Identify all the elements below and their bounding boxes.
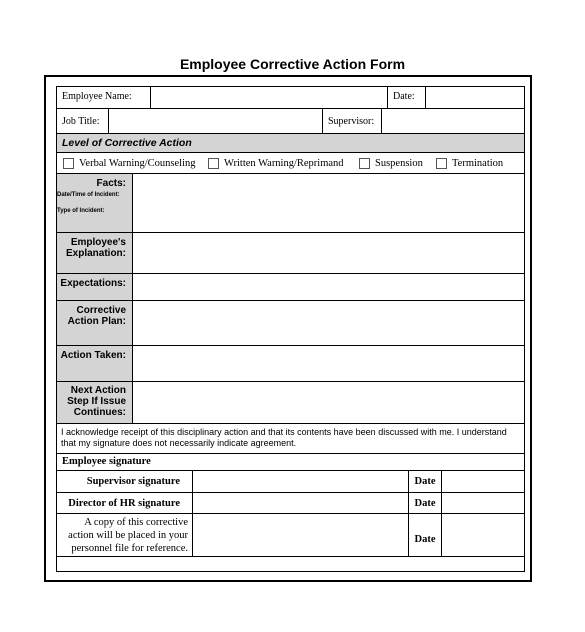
employee-name-label: Employee Name: (62, 91, 132, 102)
level-header: Level of Corrective Action (62, 137, 192, 149)
facts-row (57, 174, 524, 233)
next-action-label-line2: Step If Issue (67, 396, 126, 407)
job-title-field[interactable] (108, 109, 322, 133)
level-option-suspension[interactable] (359, 158, 423, 169)
acknowledgement-text: I acknowledge receipt of this disciplinary action and that its contents have been discussed with me. I understand that my signature does not necessarily indicate agreement. (61, 427, 507, 448)
supervisor-field[interactable] (381, 109, 524, 133)
form-bottom-strip (57, 557, 524, 571)
supervisor-date-field[interactable] (441, 471, 524, 492)
action-taken-label-cell (57, 346, 132, 381)
explanation-row (57, 233, 524, 274)
next-action-field[interactable] (132, 382, 524, 423)
job-title-label: Job Title: (62, 116, 100, 127)
expectations-label: Expectations: (60, 278, 126, 289)
action-plan-field[interactable] (132, 301, 524, 345)
facts-field[interactable] (132, 174, 524, 232)
supervisor-signature-field[interactable] (192, 471, 408, 492)
date-field[interactable] (425, 87, 524, 108)
supervisor-label: Supervisor: (322, 109, 381, 133)
level-option-written[interactable] (208, 158, 344, 169)
employee-date-field[interactable] (441, 514, 524, 556)
copy-notice-row (57, 514, 524, 557)
expectations-label-cell (57, 274, 132, 300)
corrective-action-form (56, 86, 525, 572)
hr-date-field[interactable] (441, 493, 524, 513)
copy-notice-line2: action will be placed in your (68, 530, 188, 541)
checkbox-termination[interactable] (436, 158, 447, 169)
facts-label-cell (57, 174, 132, 232)
next-action-row (57, 382, 524, 424)
level-option-label: Written Warning/Reprimand (224, 158, 344, 169)
employee-name-row (57, 87, 524, 109)
next-action-label-line1: Next Action (70, 385, 126, 396)
explanation-field[interactable] (132, 233, 524, 273)
facts-type-label: Type of Incident: (57, 208, 105, 214)
action-plan-label-cell (57, 301, 132, 345)
expectations-field[interactable] (132, 274, 524, 300)
expectations-row (57, 274, 524, 301)
copy-notice-line3: personnel file for reference. (71, 543, 188, 554)
supervisor-signature-label: Supervisor signature (86, 476, 180, 487)
hr-signature-field[interactable] (192, 493, 408, 513)
explanation-label-cell (57, 233, 132, 273)
checkbox-written[interactable] (208, 158, 219, 169)
hr-date-label: Date (408, 493, 441, 513)
level-options-row (57, 153, 524, 174)
hr-signature-row (57, 493, 524, 514)
facts-label: Facts: (96, 178, 126, 189)
employee-name-field[interactable] (150, 87, 387, 108)
action-plan-label-line1: Corrective (76, 305, 126, 316)
employee-signature-field[interactable] (192, 514, 408, 556)
action-plan-row (57, 301, 524, 346)
copy-notice (57, 514, 192, 556)
explanation-label-line2: Explanation: (65, 248, 126, 259)
job-title-row (57, 109, 524, 134)
hr-signature-label: Director of HR signature (68, 498, 180, 509)
action-taken-row (57, 346, 524, 382)
action-plan-label-line2: Action Plan: (67, 316, 126, 327)
date-label: Date: (387, 87, 425, 108)
acknowledgement-row (57, 424, 524, 454)
action-taken-field[interactable] (132, 346, 524, 381)
level-option-label: Suspension (375, 158, 423, 169)
explanation-label-line1: Employee's (70, 237, 126, 248)
level-header-row (57, 134, 524, 153)
page-title: Employee Corrective Action Form (179, 56, 406, 72)
employee-date-label: Date (408, 514, 441, 556)
facts-date-label: Date/Time of Incident: (57, 192, 120, 198)
checkbox-verbal[interactable] (63, 158, 74, 169)
employee-signature-row (57, 454, 524, 471)
employee-signature-label: Employee signature (62, 456, 151, 467)
next-action-label-line3: Continues: (73, 407, 126, 418)
supervisor-date-label: Date (408, 471, 441, 492)
level-option-termination[interactable] (436, 158, 503, 169)
copy-notice-line1: A copy of this corrective (84, 517, 188, 528)
level-option-label: Termination (452, 158, 504, 169)
level-option-label: Verbal Warning/Counseling (79, 158, 196, 169)
supervisor-signature-row (57, 471, 524, 493)
checkbox-suspension[interactable] (359, 158, 370, 169)
next-action-label-cell (57, 382, 132, 423)
action-taken-label: Action Taken: (60, 350, 126, 361)
level-option-verbal[interactable] (63, 158, 195, 169)
